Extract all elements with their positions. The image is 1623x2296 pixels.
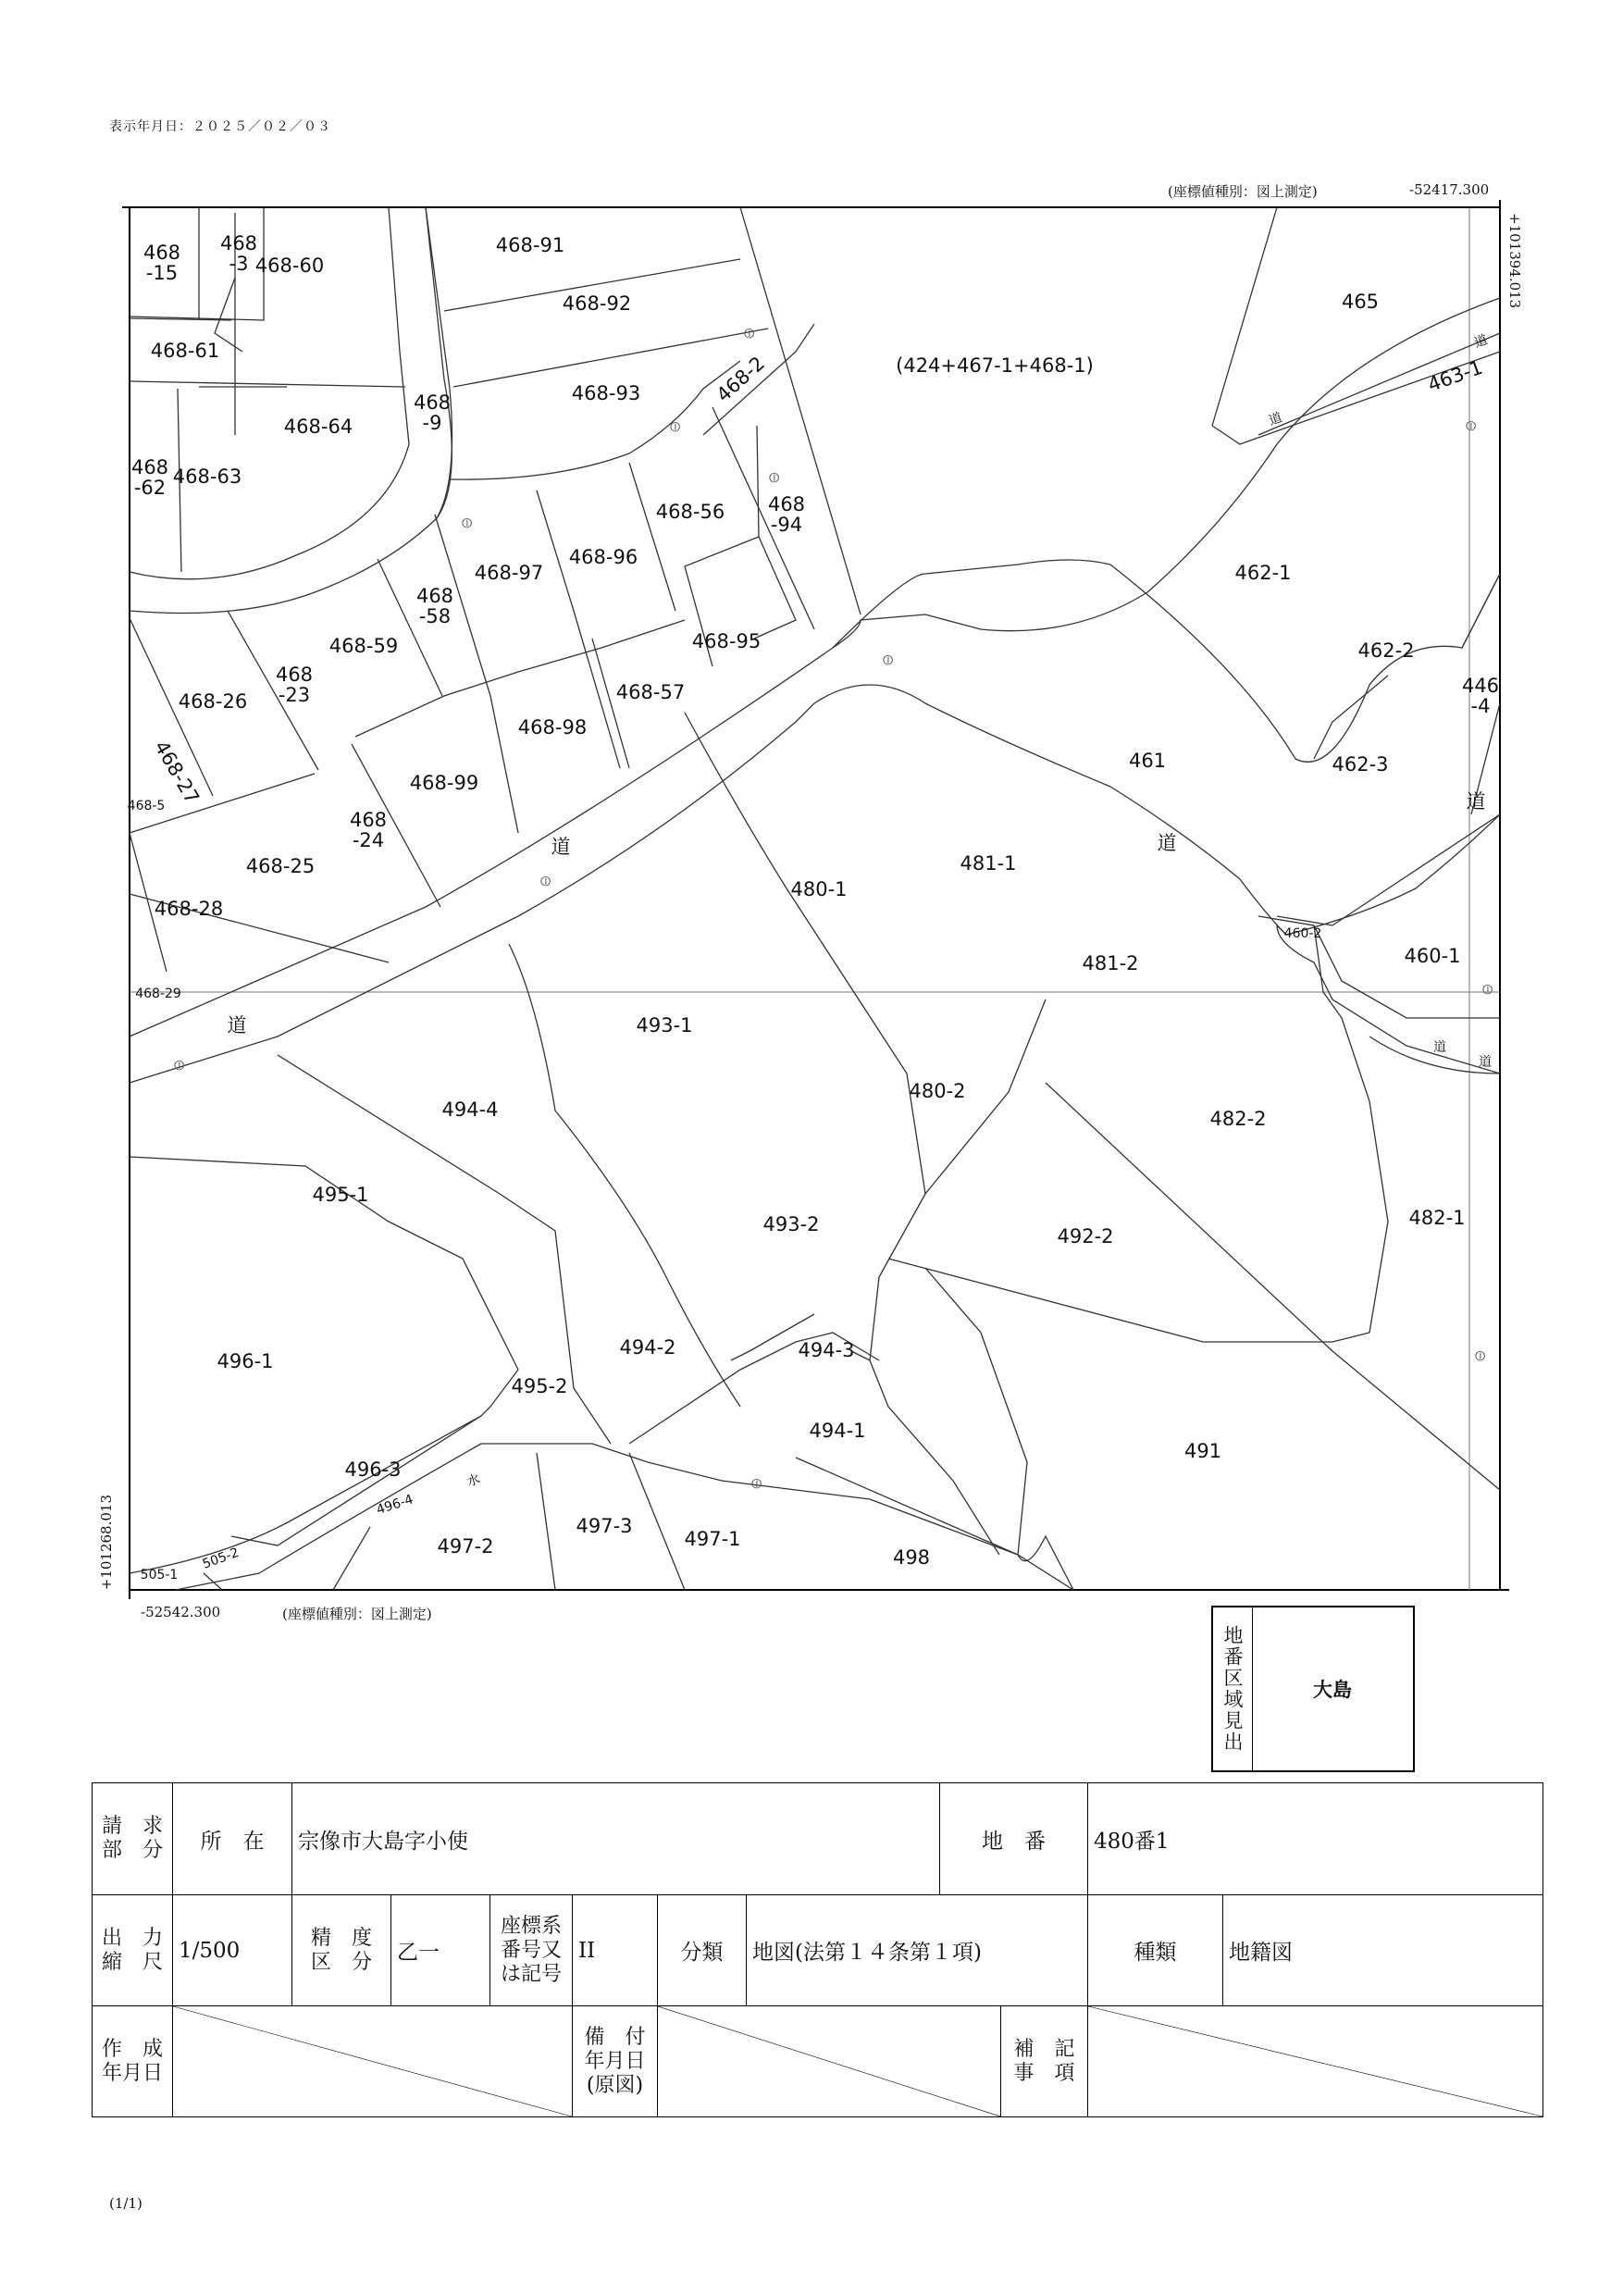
parcel-label: 481-2 xyxy=(1082,952,1139,974)
parcel-label: 468-64 xyxy=(283,416,353,438)
parcel-label: 468-2 xyxy=(712,352,770,407)
parcel-label: 460-1 xyxy=(1404,945,1461,967)
parcel-label: 491 xyxy=(1183,1440,1222,1462)
index-value: 大島 xyxy=(1313,1679,1352,1701)
requester-label: 請 求 部 分 xyxy=(93,1783,173,1895)
parcel-label: 468 -23 xyxy=(275,664,314,706)
road-marker: ⦶ xyxy=(670,418,681,435)
parcel-label: 468-95 xyxy=(691,630,762,652)
scale-label: 出 力 縮 尺 xyxy=(93,1895,173,2006)
parcel-label: 468-56 xyxy=(655,501,725,523)
parcel-label: 468-57 xyxy=(615,681,686,703)
road-marker: ⦶ xyxy=(751,1475,762,1492)
parcel-label: 468 -62 xyxy=(130,456,169,499)
lot-area-index-box xyxy=(1211,1606,1415,1772)
display-date: 表示年月日：２０２５／０２／０３ xyxy=(109,119,331,134)
road-label: 道 xyxy=(551,836,571,858)
parcel-label: 497-1 xyxy=(684,1528,741,1550)
parcel-label: 468-99 xyxy=(409,772,479,794)
top-x-coord: -52417.300 xyxy=(1409,181,1490,198)
location-label: 所 在 xyxy=(173,1783,292,1895)
parcel-label: 481-1 xyxy=(960,852,1017,875)
type-label: 種類 xyxy=(1088,1895,1223,2006)
page-indicator: (1/1) xyxy=(109,2195,142,2212)
bottom-x-coord: -52542.300 xyxy=(141,1604,221,1620)
lot-value: 480番1 xyxy=(1088,1783,1543,1895)
parcel-label: 468-93 xyxy=(571,382,641,404)
road-marker: ⦶ xyxy=(1466,417,1477,434)
parcel-label: 468-97 xyxy=(474,562,544,584)
road-marker: ⦶ xyxy=(174,1057,185,1074)
parcel-label: 494-2 xyxy=(619,1336,676,1359)
bottom-coord-note: (座標値種別：図上測定) xyxy=(282,1606,432,1622)
parcel-label: 480-1 xyxy=(790,878,848,900)
parcel-label: 468-91 xyxy=(495,234,565,256)
road-marker: ⦶ xyxy=(744,325,755,341)
parcel-label: 446 -4 xyxy=(1461,675,1500,717)
remarks-value-empty xyxy=(1088,2006,1543,2117)
parcel-label: 460-2 xyxy=(1283,926,1322,941)
parcel-label: 462-1 xyxy=(1234,562,1292,584)
parcel-label: 494-1 xyxy=(809,1420,866,1442)
road-marker: ⦶ xyxy=(769,469,780,486)
parcel-label: 482-2 xyxy=(1209,1108,1267,1130)
road-label-small: 道 xyxy=(1472,332,1490,352)
parcel-label: 468-29 xyxy=(135,987,181,1001)
parcel-label: 468 -3 xyxy=(219,232,258,275)
prepared-label: 備 付 年月日 (原図) xyxy=(573,2006,658,2117)
parcel-label: 465 xyxy=(1341,291,1380,313)
parcel-label: 462-3 xyxy=(1332,753,1389,776)
parcel-label: 497-3 xyxy=(576,1515,633,1537)
parcel-label: 493-1 xyxy=(636,1014,693,1036)
class-label: 分類 xyxy=(658,1895,747,2006)
coord-system-label: 座標系 番号又 は記号 xyxy=(490,1895,573,2006)
precision-value: 乙一 xyxy=(391,1895,490,2006)
parcel-label: 480-2 xyxy=(909,1080,966,1102)
parcel-label: 468-28 xyxy=(154,898,224,920)
parcel-label: 494-3 xyxy=(798,1339,855,1361)
parcel-label: 505-2 xyxy=(200,1545,242,1572)
prepared-value-empty xyxy=(658,2006,1001,2117)
precision-label: 精 度 区 分 xyxy=(292,1895,391,2006)
road-marker: ⦶ xyxy=(462,515,473,531)
parcel-label: 493-2 xyxy=(762,1213,820,1235)
parcel-label: 468-59 xyxy=(328,635,399,657)
created-label: 作 成 年月日 xyxy=(93,2006,173,2117)
parcel-label: 492-2 xyxy=(1057,1225,1114,1247)
parcel-label: 468-25 xyxy=(245,855,316,877)
right-y-coord: +101394.013 xyxy=(1506,213,1523,309)
water-label: 水 xyxy=(465,1471,482,1490)
road-marker: ⦶ xyxy=(883,652,894,668)
top-coord-note: (座標値種別：図上測定) xyxy=(1168,183,1318,200)
parcel-label: 495-1 xyxy=(312,1184,369,1206)
parcel-label: 468 -9 xyxy=(413,391,452,434)
parcel-labels xyxy=(128,232,1499,1582)
parcel-label: 482-1 xyxy=(1408,1207,1466,1229)
scale-value: 1/500 xyxy=(173,1895,292,2006)
parcel-label: 497-2 xyxy=(437,1535,494,1558)
coord-system-value: II xyxy=(573,1895,658,2006)
info-table xyxy=(92,1782,1543,2117)
parcel-label: 462-2 xyxy=(1357,639,1415,662)
parcel-label: (424+467-1+468-1) xyxy=(896,354,1094,377)
parcel-label: 468 -15 xyxy=(142,242,181,284)
type-value: 地籍図 xyxy=(1223,1895,1543,2006)
road-label: 道 xyxy=(1466,790,1486,813)
left-y-coord: +101268.013 xyxy=(98,1495,115,1591)
parcel-label: 468-5 xyxy=(127,799,166,813)
road-label-small: 道 xyxy=(1433,1040,1446,1055)
parcel-label: 468-27 xyxy=(150,737,204,808)
parcel-label: 468 -94 xyxy=(767,493,806,536)
parcel-label: 468 -24 xyxy=(349,809,388,851)
road-label-small: 道 xyxy=(1479,1055,1492,1070)
road-marker: ⦶ xyxy=(1475,1347,1486,1364)
parcel-label: 468-61 xyxy=(150,340,220,362)
remarks-label: 補 記 事 項 xyxy=(1001,2006,1088,2117)
parcel-label: 468-26 xyxy=(178,690,248,713)
parcel-label: 468-96 xyxy=(568,546,638,568)
parcel-label: 495-2 xyxy=(511,1375,568,1397)
parcel-label: 468-63 xyxy=(172,465,242,488)
parcel-label: 468-98 xyxy=(517,716,588,738)
road-marker: ⦶ xyxy=(1482,981,1493,998)
parcel-label: 463-1 xyxy=(1424,355,1486,397)
parcel-label: 468-60 xyxy=(254,254,325,277)
lot-label: 地 番 xyxy=(940,1783,1088,1895)
created-value-empty xyxy=(173,2006,573,2117)
parcel-label: 498 xyxy=(892,1546,931,1569)
parcel-label: 496-3 xyxy=(344,1458,402,1481)
location-value: 宗像市大島字小使 xyxy=(292,1783,940,1895)
road-label: 道 xyxy=(227,1014,247,1036)
road-label-small: 道 xyxy=(1267,410,1284,429)
road-marker: ⦶ xyxy=(540,873,551,889)
road-label: 道 xyxy=(1157,832,1177,854)
class-value: 地図(法第１４条第１項) xyxy=(747,1895,1088,2006)
parcel-label: 496-1 xyxy=(217,1350,274,1372)
parcel-label: 494-4 xyxy=(441,1098,499,1121)
parcel-label: 505-1 xyxy=(140,1568,179,1582)
parcel-label: 496-4 xyxy=(374,1492,415,1519)
index-heading: 地番区域見出 xyxy=(1213,1607,1253,1770)
parcel-label: 461 xyxy=(1128,750,1167,772)
parcel-label: 468-92 xyxy=(562,292,632,315)
parcel-label: 468 -58 xyxy=(415,585,454,627)
